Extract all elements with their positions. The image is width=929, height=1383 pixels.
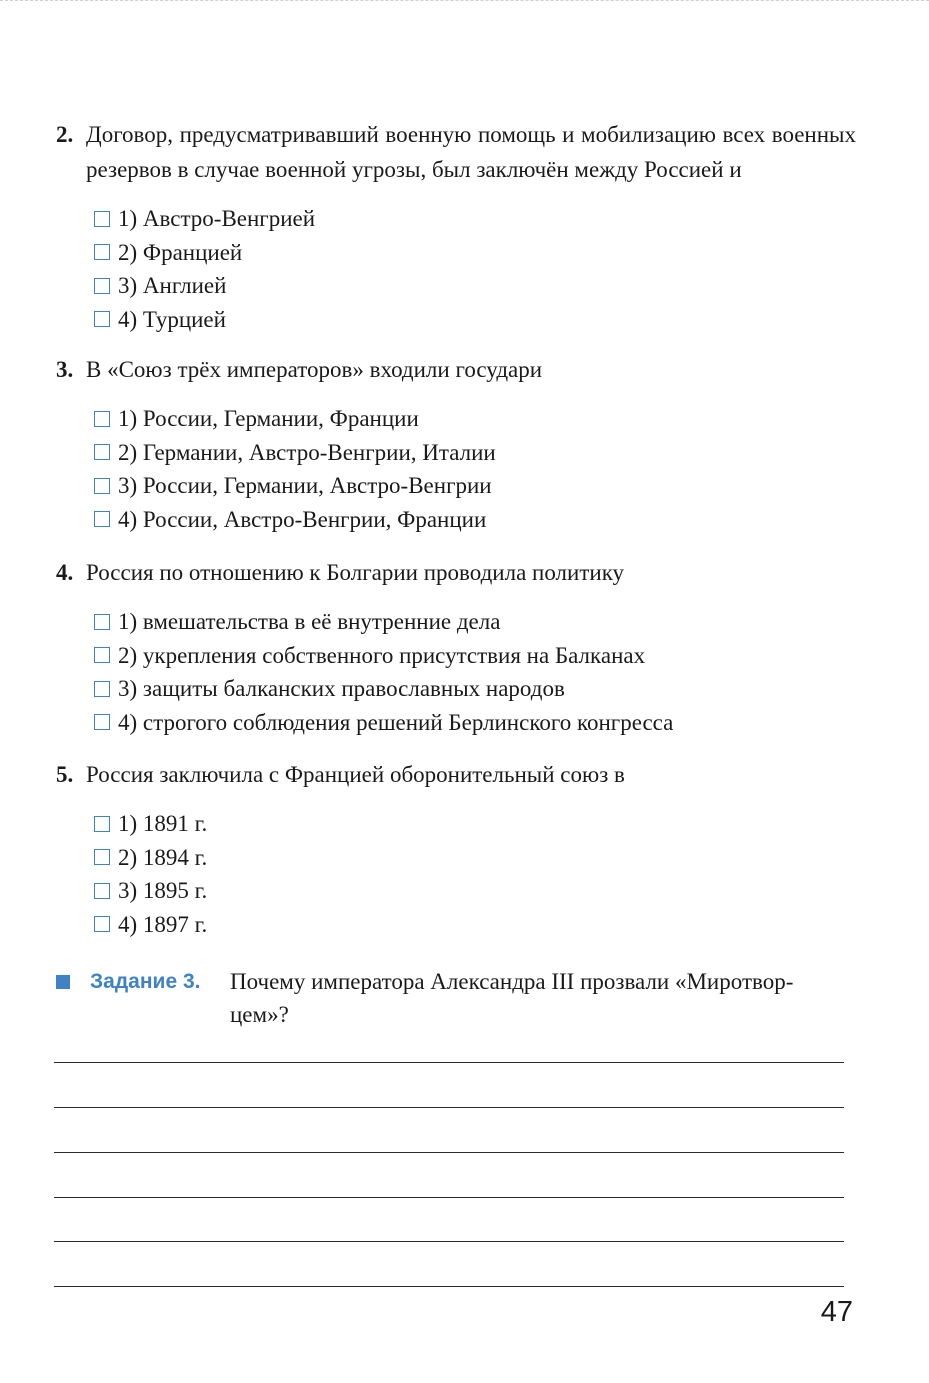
answer-line-6[interactable] <box>54 1286 844 1287</box>
options-list <box>56 807 856 941</box>
option-3[interactable] <box>94 269 856 303</box>
checkbox[interactable] <box>94 311 110 327</box>
option-label: 2) Германии, Австро-Венгрии, Италии <box>118 439 496 465</box>
option-1[interactable] <box>94 202 856 236</box>
option-label: 3) защиты балканских православных народов <box>118 676 565 702</box>
option-3[interactable] <box>94 672 856 706</box>
question-3 <box>56 352 856 536</box>
question-4 <box>56 555 856 739</box>
checkbox[interactable] <box>94 647 110 663</box>
option-label: 4) России, Австро-Венгрии, Франции <box>118 506 487 532</box>
question-number: 2. <box>56 122 74 147</box>
option-2[interactable] <box>94 436 856 470</box>
question-text: Договор, предусматривавший военную помощь и мобилизацию всех военных резервов в случае военной угрозы, был заключён между Россией и <box>86 122 856 182</box>
checkbox[interactable] <box>94 916 110 932</box>
question-2 <box>56 117 856 336</box>
checkbox[interactable] <box>94 511 110 527</box>
option-1[interactable] <box>94 402 856 436</box>
checkbox[interactable] <box>94 478 110 494</box>
question-text: В «Союз трёх императоров» входили государи <box>86 357 543 382</box>
option-label: 4) Турцией <box>118 306 226 332</box>
answer-line-1[interactable] <box>54 1062 844 1063</box>
option-2[interactable] <box>94 236 856 270</box>
option-label: 2) Францией <box>118 239 243 265</box>
checkbox[interactable] <box>94 816 110 832</box>
option-4[interactable] <box>94 303 856 337</box>
task-3 <box>56 965 856 1031</box>
task-label: Задание 3. <box>90 970 201 993</box>
task-question-line2: цем»? <box>230 1002 289 1027</box>
question-number: 3. <box>56 357 74 382</box>
square-bullet-icon <box>56 975 70 989</box>
checkbox[interactable] <box>94 411 110 427</box>
question-5 <box>56 757 856 941</box>
option-1[interactable] <box>94 605 856 639</box>
option-label: 2) 1894 г. <box>118 844 208 870</box>
option-4[interactable] <box>94 706 856 740</box>
option-label: 4) строгого соблюдения решений Берлинского конгресса <box>118 709 674 735</box>
task-question-line1: Почему императора Александра III прозвали «Миротвор- <box>230 969 794 994</box>
option-3[interactable] <box>94 874 856 908</box>
task-heading <box>56 965 230 998</box>
option-2[interactable] <box>94 639 856 673</box>
option-4[interactable] <box>94 503 856 537</box>
answer-line-4[interactable] <box>54 1197 844 1198</box>
checkbox[interactable] <box>94 883 110 899</box>
option-label: 3) Англией <box>118 273 227 299</box>
checkbox[interactable] <box>94 614 110 630</box>
option-label: 1) России, Германии, Франции <box>118 406 419 432</box>
checkbox[interactable] <box>94 681 110 697</box>
question-number: 4. <box>56 560 74 585</box>
option-label: 2) укрепления собственного присутствия на Балканах <box>118 642 646 668</box>
option-2[interactable] <box>94 841 856 875</box>
options-list <box>56 202 856 336</box>
top-border <box>0 0 929 7</box>
options-list <box>56 605 856 739</box>
checkbox[interactable] <box>94 244 110 260</box>
option-label: 4) 1897 г. <box>118 911 208 937</box>
checkbox[interactable] <box>94 849 110 865</box>
question-number: 5. <box>56 762 74 787</box>
checkbox[interactable] <box>94 714 110 730</box>
options-list <box>56 402 856 536</box>
answer-line-5[interactable] <box>54 1241 844 1242</box>
question-text: Россия заключила с Францией оборонительный союз в <box>86 762 625 787</box>
answer-line-2[interactable] <box>54 1107 844 1108</box>
checkbox[interactable] <box>94 444 110 460</box>
option-label: 3) России, Германии, Австро-Венгрии <box>118 473 492 499</box>
option-1[interactable] <box>94 807 856 841</box>
answer-line-3[interactable] <box>54 1152 844 1153</box>
question-text: Россия по отношению к Болгарии проводила политику <box>86 560 625 585</box>
option-label: 3) 1895 г. <box>118 878 208 904</box>
option-4[interactable] <box>94 908 856 942</box>
checkbox[interactable] <box>94 278 110 294</box>
option-label: 1) вмешательства в её внутренние дела <box>118 609 501 635</box>
option-3[interactable] <box>94 469 856 503</box>
checkbox[interactable] <box>94 211 110 227</box>
page-number: 47 <box>820 1296 853 1328</box>
option-label: 1) 1891 г. <box>118 811 208 837</box>
option-label: 1) Австро-Венгрией <box>118 206 316 232</box>
